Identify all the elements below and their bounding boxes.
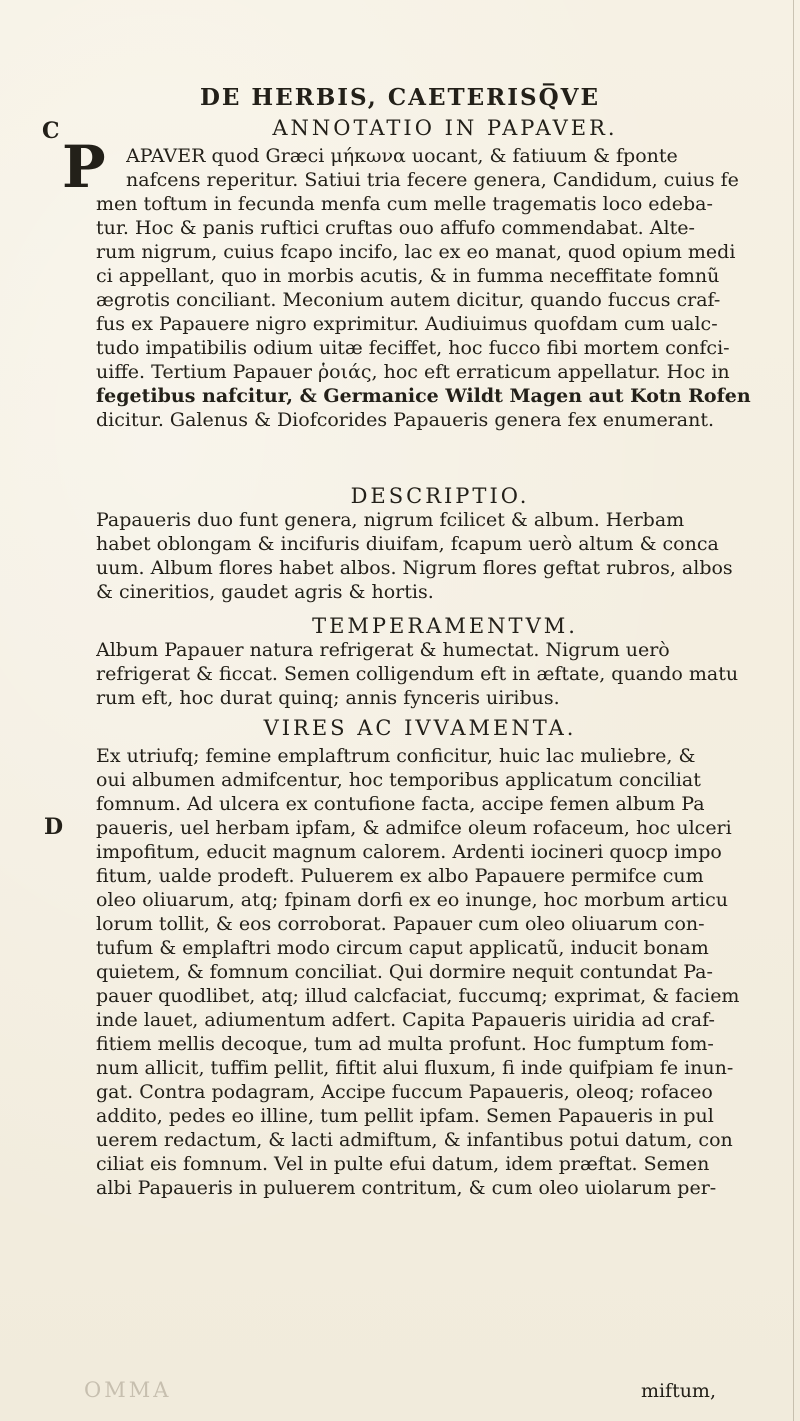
text-line: Ex utriufq; femine emplaftrum conficitur, huic lac muliebre, & bbox=[96, 745, 696, 767]
text-line: tudo impatibilis odium uitæ feciffet, hoc fucco fibi mortem confci- bbox=[96, 337, 730, 359]
text-line: rum nigrum, cuius fcapo incifo, lac ex eo manat, quod opium medi bbox=[96, 241, 736, 263]
text-line: dicitur. Galenus & Diofcorides Papaueris genera fex enumerant. bbox=[96, 409, 715, 431]
text-line: APAVER quod Græci μήκωνα uocant, & fatiuum & fponte bbox=[126, 145, 678, 167]
text-line: oleo oliuarum, atq; fpinam dorfi ex eo inunge, hoc morbum articu bbox=[96, 889, 729, 911]
text-line: num allicit, tuffim pellit, fiftit alui fluxum, fi inde quifpiam fe inun- bbox=[96, 1057, 734, 1079]
margin-letter-c: C bbox=[42, 118, 60, 144]
text-line: fomnum. Ad ulcera ex contufione facta, accipe femen album Pa bbox=[96, 793, 705, 815]
drop-cap: P bbox=[62, 133, 106, 201]
text-line: tur. Hoc & panis ruftici cruftas ouo affufo commendabat. Alte- bbox=[96, 217, 695, 239]
text-line: refrigerat & ficcat. Semen colligendum eft in æftate, quando matu bbox=[96, 663, 739, 685]
text-line: oui albumen admifcentur, hoc temporibus applicatum conciliat bbox=[96, 769, 701, 791]
library-stamp: OMMA bbox=[84, 1378, 172, 1402]
text-line: fegetibus nafcitur, & Germanice Wildt Magen aut Kotn Rofen bbox=[96, 385, 751, 407]
text-line: pauer quodlibet, atq; illud calcfaciat, fuccumq; exprimat, & faciem bbox=[96, 985, 740, 1007]
text-line: impofitum, educit magnum calorem. Ardenti iocineri quocp impo bbox=[96, 841, 722, 863]
text-line: fitum, ualde prodeft. Puluerem ex albo Papauere permifce cum bbox=[96, 865, 704, 887]
text-line: fus ex Papauere nigro exprimitur. Audiuimus quofdam cum ualc- bbox=[96, 313, 718, 335]
section-title-temperamentum: TEMPERAMENTVM. bbox=[312, 614, 578, 638]
section-title-vires: VIRES AC IVVAMENTA. bbox=[263, 716, 577, 740]
text-line: rum eft, hoc durat quinq; annis fynceris uiribus. bbox=[96, 687, 560, 709]
text-line: ægrotis conciliant. Meconium autem dicitur, quando fuccus craf- bbox=[96, 289, 721, 311]
text-line: uum. Album flores habet albos. Nigrum flores geftat rubros, albos bbox=[96, 557, 733, 579]
text-line: inde lauet, adiumentum adfert. Capita Papaueris uiridia ad craf- bbox=[96, 1009, 715, 1031]
page-edge bbox=[793, 0, 794, 1421]
text-line: men toftum in fecunda menfa cum melle tragematis loco edeba- bbox=[96, 193, 713, 215]
text-line: fitiem mellis decoque, tum ad multa profunt. Hoc fumptum fom- bbox=[96, 1033, 714, 1055]
text-line: albi Papaueris in puluerem contritum, & cum oleo uiolarum per- bbox=[96, 1177, 717, 1199]
text-line: addito, pedes eo illine, tum pellit ipfam. Semen Papaueris in pul bbox=[96, 1105, 714, 1127]
text-line: uiffe. Tertium Papauer ῥοιάς, hoc eft erraticum appellatur. Hoc in bbox=[96, 361, 730, 383]
text-line: tufum & emplaftri modo circum caput applicatũ, inducit bonam bbox=[96, 937, 709, 959]
text-line: Album Papauer natura refrigerat & humectat. Nigrum uerò bbox=[96, 639, 670, 661]
text-line: quietem, & fomnum conciliat. Qui dormire nequit contundat Pa- bbox=[96, 961, 713, 983]
text-line: & cineritios, gaudet agris & hortis. bbox=[96, 581, 434, 603]
text-line: lorum tollit, & eos corroborat. Papauer cum oleo oliuarum con- bbox=[96, 913, 705, 935]
text-line: ciliat eis fomnum. Vel in pulte efui datum, idem præftat. Semen bbox=[96, 1153, 710, 1175]
section-title-descriptio: DESCRIPTIO. bbox=[350, 484, 530, 508]
text-line: ci appellant, quo in morbis acutis, & in fumma neceffitate fomnũ bbox=[96, 265, 720, 287]
text-line: paueris, uel herbam ipfam, & admifce oleum rofaceum, hoc ulceri bbox=[96, 817, 732, 839]
text-line: habet oblongam & incifuris diuifam, fcapum uerò altum & conca bbox=[96, 533, 719, 555]
text-line: gat. Contra podagram, Accipe fuccum Papaueris, oleoq; rofaceo bbox=[96, 1081, 713, 1103]
margin-letter-d: D bbox=[44, 814, 64, 840]
text-line: uerem redactum, & lacti admiftum, & infantibus potui datum, con bbox=[96, 1129, 733, 1151]
running-head: DE HERBIS, CAETERISQ̅VE bbox=[199, 84, 601, 111]
section-title-annotatio: ANNOTATIO IN PAPAVER. bbox=[272, 116, 618, 140]
text-line: Papaueris duo funt genera, nigrum fcilicet & album. Herbam bbox=[96, 509, 685, 531]
catchword: miftum, bbox=[640, 1380, 716, 1402]
text-line: nafcens reperitur. Satiui tria fecere genera, Candidum, cuius fe bbox=[126, 169, 739, 191]
